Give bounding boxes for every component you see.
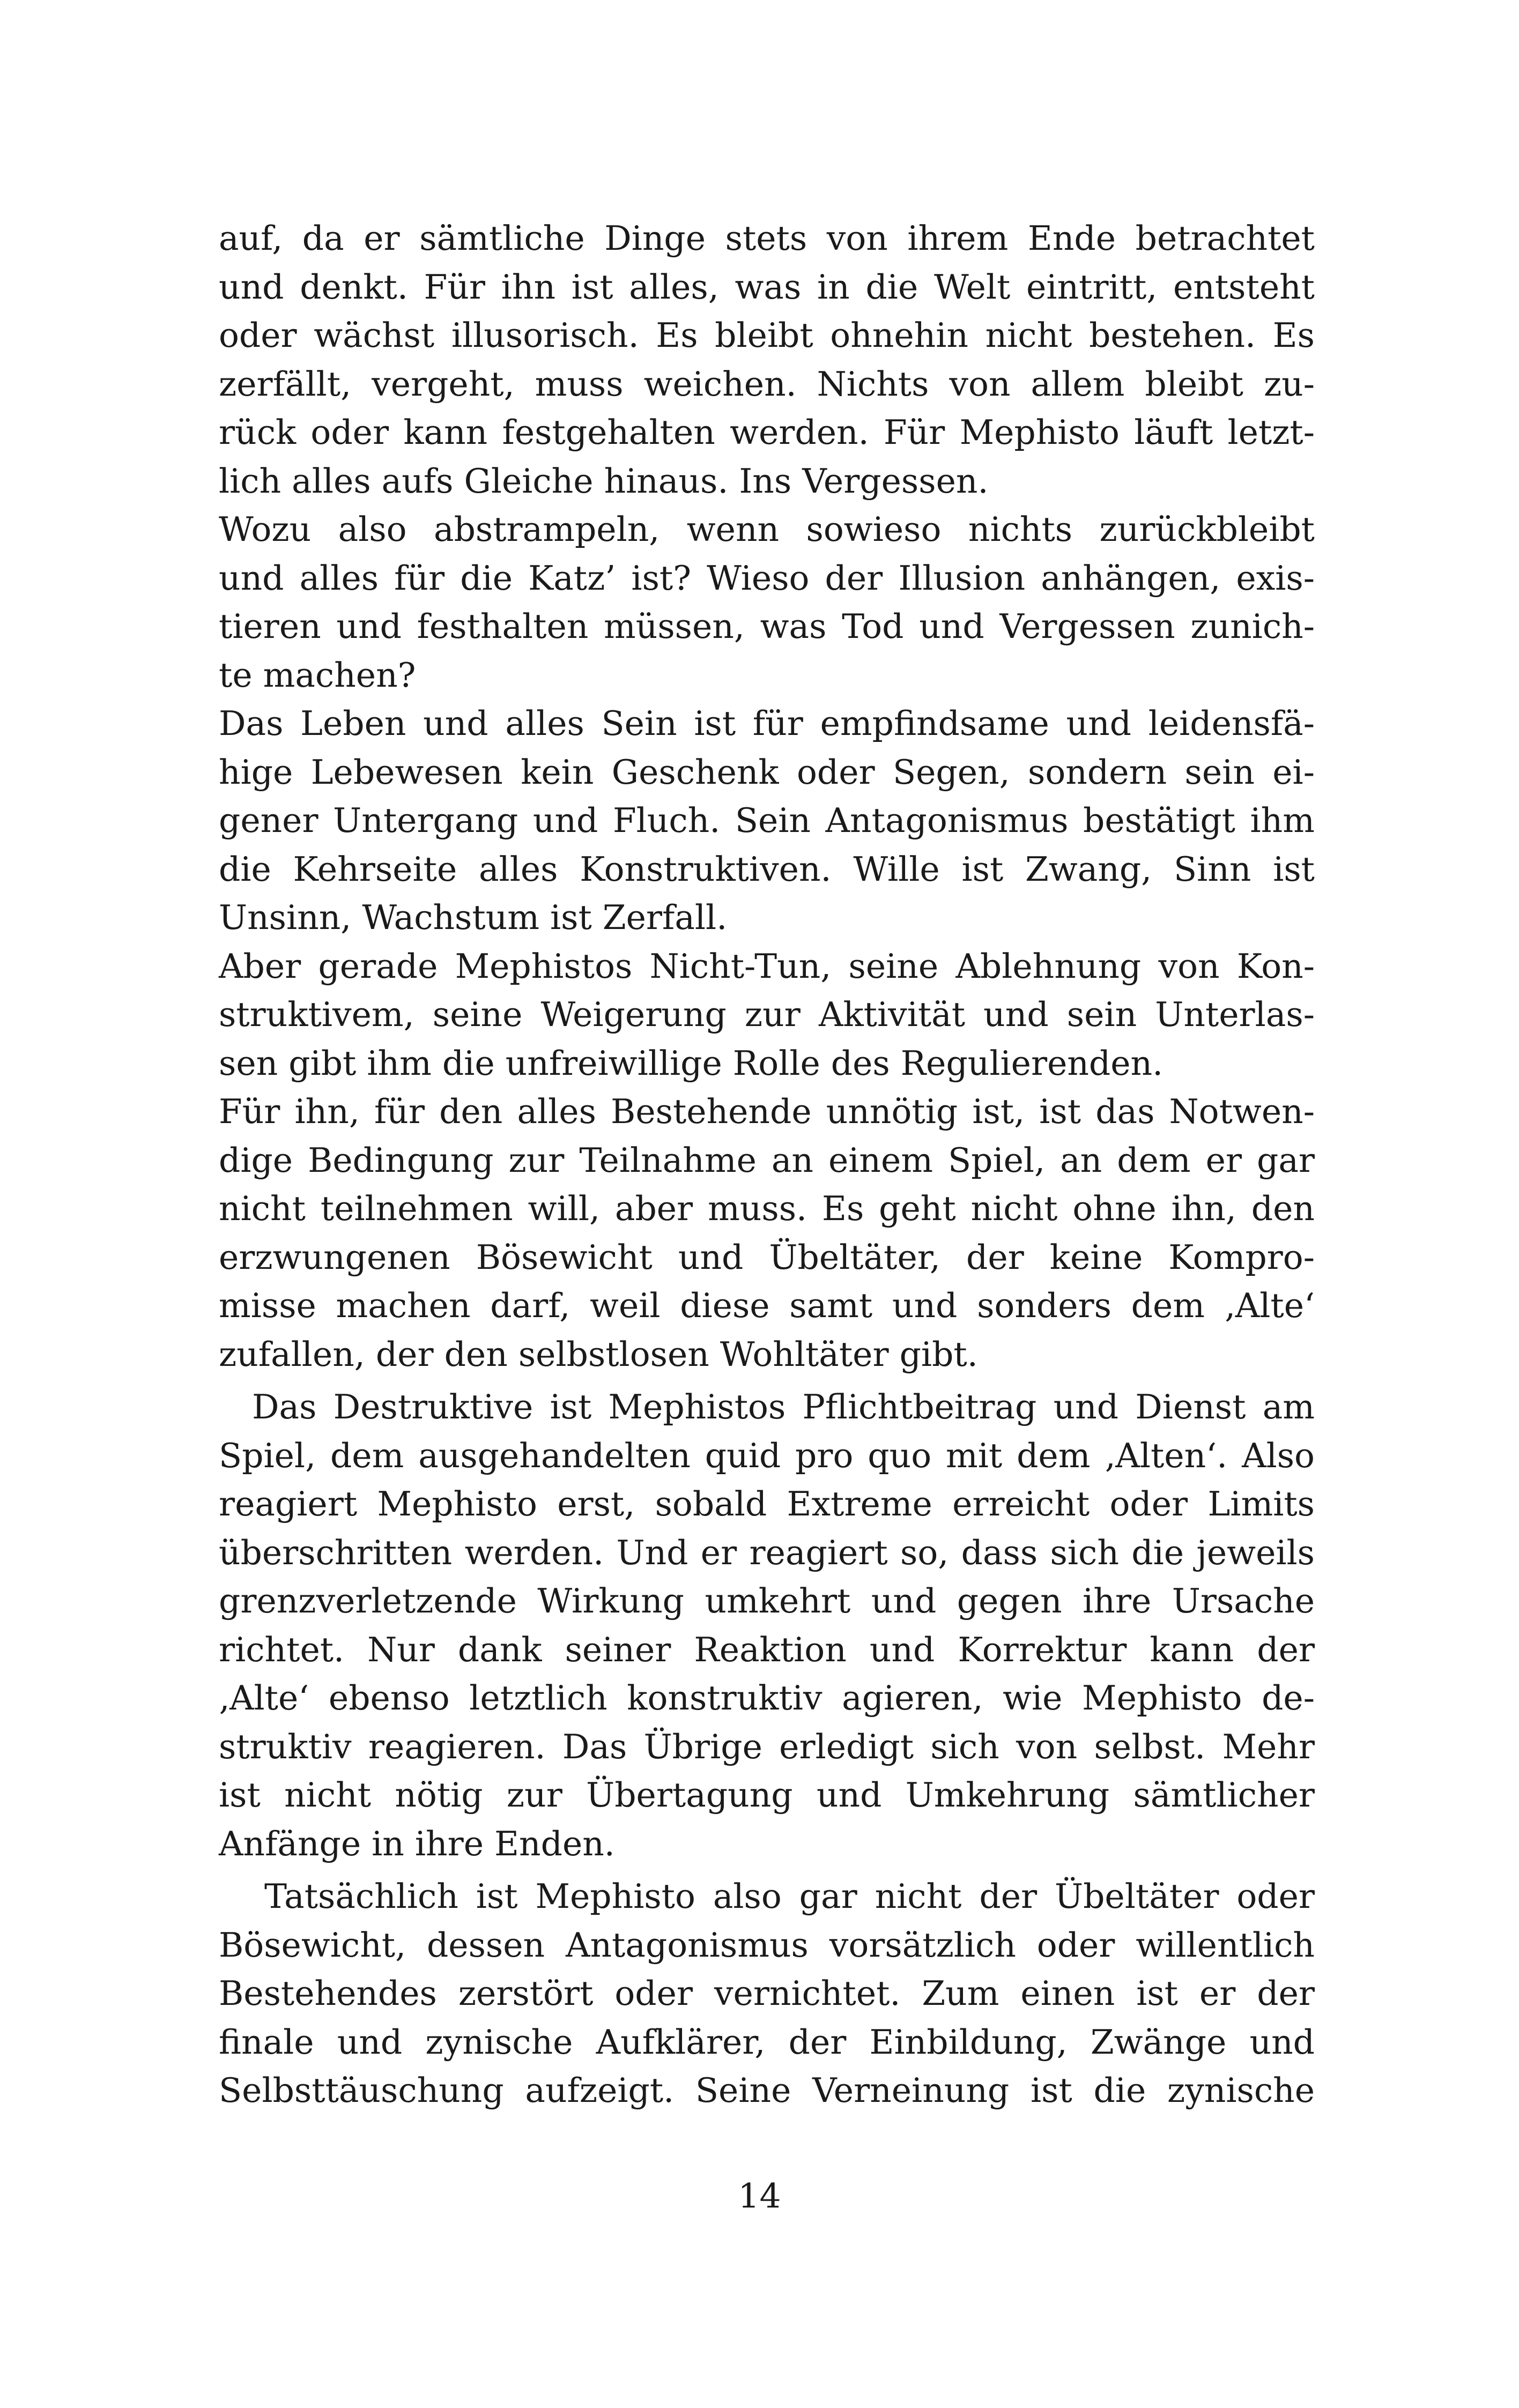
text-line: lich alles aufs Gleiche hinaus. Ins Vergessen. bbox=[219, 461, 989, 501]
text-line: und denkt. Für ihn ist alles, was in die Welt eintritt, entsteht bbox=[219, 267, 1315, 307]
text-line: zerfällt, vergeht, muss weichen. Nichts von allem bleibt zu- bbox=[219, 364, 1315, 404]
text-line: te machen? bbox=[219, 655, 416, 695]
text-line: Selbsttäuschung aufzeigt. Seine Verneinung ist die zynische bbox=[219, 2071, 1315, 2110]
text-line: Spiel, dem ausgehandelten quid pro quo mit dem ‚Alten‘. Also bbox=[219, 1436, 1315, 1475]
paragraph-3 bbox=[219, 700, 1315, 942]
text-line: oder wächst illusorisch. Es bleibt ohnehin nicht bestehen. Es bbox=[219, 316, 1315, 355]
page-number: 14 bbox=[738, 2176, 781, 2216]
text-line: Tatsächlich ist Mephisto also gar nicht der Übeltäter oder bbox=[264, 1877, 1315, 1916]
text-line: rück oder kann festgehalten werden. Für Mephisto läuft letzt- bbox=[219, 413, 1315, 452]
text-line: reagiert Mephisto erst, sobald Extreme erreicht oder Limits bbox=[219, 1484, 1315, 1523]
text-line: Bestehendes zerstört oder vernichtet. Zum einen ist er der bbox=[219, 1974, 1315, 2013]
text-line: auf, da er sämtliche Dinge stets von ihrem Ende betrachtet bbox=[219, 219, 1315, 258]
text-line: Wozu also abstrampeln, wenn sowieso nichts zurückbleibt bbox=[219, 510, 1315, 549]
text-line: dige Bedingung zur Teilnahme an einem Spiel, an dem er gar bbox=[219, 1140, 1315, 1180]
text-line: finale und zynische Aufklärer, der Einbildung, Zwänge und bbox=[219, 2022, 1315, 2062]
paragraph-4 bbox=[219, 942, 1315, 1088]
paragraph-5 bbox=[219, 1088, 1315, 1379]
text-line: Das Leben und alles Sein ist für empfindsame und leidensfä- bbox=[219, 704, 1315, 743]
text-line: ist nicht nötig zur Übertagung und Umkehrung sämtlicher bbox=[219, 1775, 1315, 1815]
paragraph-2 bbox=[219, 506, 1315, 700]
text-line: gener Untergang und Fluch. Sein Antagonismus bestätigt ihm bbox=[219, 801, 1315, 840]
paragraph-7 bbox=[219, 1872, 1315, 2115]
text-line: Aber gerade Mephistos Nicht-Tun, seine Ablehnung von Kon- bbox=[219, 946, 1315, 986]
paragraph-1 bbox=[219, 214, 1315, 506]
text-line: zufallen, der den selbstlosen Wohltäter gibt. bbox=[219, 1334, 978, 1374]
text-line: Das Destruktive ist Mephistos Pflichtbeitrag und Dienst am bbox=[252, 1387, 1315, 1426]
text-line: Bösewicht, dessen Antagonismus vorsätzlich oder willentlich bbox=[219, 1925, 1315, 1965]
text-line: richtet. Nur dank seiner Reaktion und Korrektur kann der bbox=[219, 1630, 1315, 1669]
text-line: überschritten werden. Und er reagiert so, dass sich die jeweils bbox=[219, 1533, 1315, 1572]
text-line: misse machen darf, weil diese samt und sonders dem ‚Alte‘ bbox=[219, 1286, 1315, 1325]
text-line: ‚Alte‘ ebenso letztlich konstruktiv agieren, wie Mephisto de- bbox=[219, 1678, 1315, 1718]
text-line: grenzverletzende Wirkung umkehrt und gegen ihre Ursache bbox=[219, 1581, 1315, 1621]
text-line: Für ihn, für den alles Bestehende unnötig ist, ist das Notwen- bbox=[219, 1092, 1315, 1131]
text-line: struktivem, seine Weigerung zur Aktivität und sein Unterlas- bbox=[219, 995, 1315, 1034]
text-line: sen gibt ihm die unfreiwillige Rolle des Regulierenden. bbox=[219, 1043, 1164, 1083]
text-line: erzwungenen Bösewicht und Übeltäter, der keine Kompro- bbox=[219, 1237, 1315, 1277]
body-text bbox=[219, 214, 1315, 2115]
text-line: Anfänge in ihre Enden. bbox=[219, 1824, 615, 1863]
paragraph-6 bbox=[219, 1383, 1315, 1868]
text-line: Unsinn, Wachstum ist Zerfall. bbox=[219, 898, 728, 937]
text-line: tieren und festhalten müssen, was Tod und Vergessen zunich- bbox=[219, 607, 1315, 646]
text-line: nicht teilnehmen will, aber muss. Es geht nicht ohne ihn, den bbox=[219, 1189, 1315, 1228]
text-line: und alles für die Katz’ ist? Wieso der Illusion anhängen, exis- bbox=[219, 558, 1315, 598]
text-line: die Kehrseite alles Konstruktiven. Wille ist Zwang, Sinn ist bbox=[219, 849, 1315, 889]
text-line: struktiv reagieren. Das Übrige erledigt sich von selbst. Mehr bbox=[219, 1727, 1315, 1766]
text-line: hige Lebewesen kein Geschenk oder Segen, sondern sein ei- bbox=[219, 752, 1315, 792]
